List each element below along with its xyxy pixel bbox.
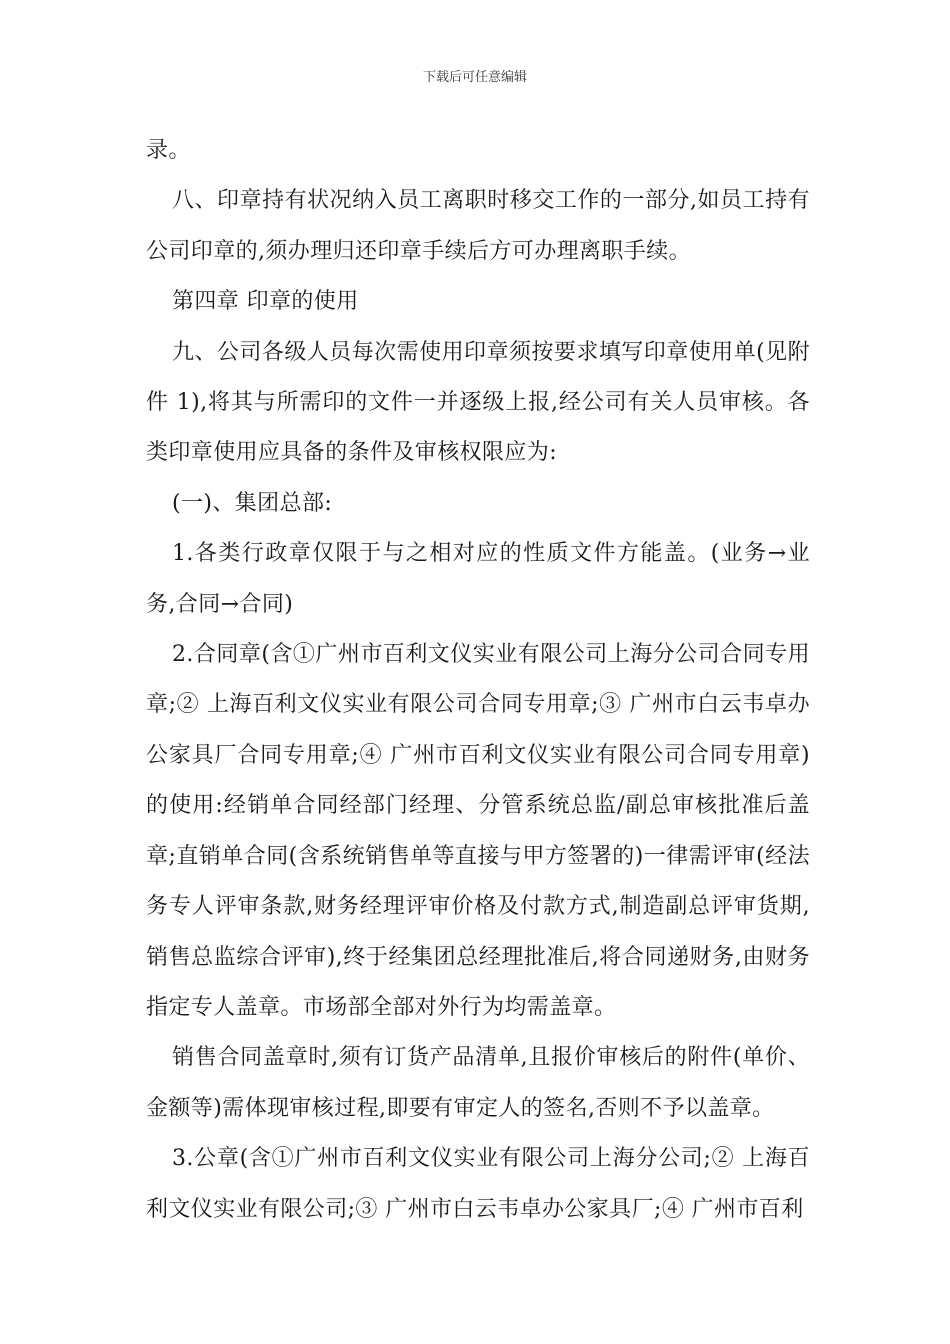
paragraph-article-8: 八、印章持有状况纳入员工离职时移交工作的一部分,如员工持有公司印章的,须办理归还印章手续后方可办理离职手续。 [146, 188, 810, 264]
paragraph-item-2: 2.合同章(含①广州市百利文仪实业有限公司上海分公司合同专用章;② 上海百利文仪实业有限公司合同专用章;③ 广州市白云韦卓办公家具厂合同专用章;④ 广州市百利文仪实业有限公司合同专用章)的使用:经销单合同经部门经理、分管系统总监/副总审核批准后盖章;直销单合同(含系统销售单等直接与甲方签署的)一律需评审(经法务专人评审条款,财务经理评审价格及付款方式,制造副总评审货期,销售总监综合评审),终于经集团总经理批准后,将合同递财务,由财务指定专人盖章。市场部全部对外行为均需盖章。 [146, 642, 810, 1020]
paragraph-article-9: 九、公司各级人员每次需使用印章须按要求填写印章使用单(见附件 1),将其与所需印的文件一并逐级上报,经公司有关人员审核。各类印章使用应具备的条件及审核权限应为: [146, 339, 810, 466]
paragraph-continuation: 录。 [146, 138, 191, 163]
chapter-heading: 第四章 印章的使用 [172, 289, 359, 315]
document-body [146, 126, 810, 1235]
header-note: 下载后可任意编辑 [422, 70, 527, 85]
paragraph-item-3: 3.公章(含①广州市百利文仪实业有限公司上海分公司;② 上海百利文仪实业有限公司;③ 广州市白云韦卓办公家具厂;④ 广州市百利 [146, 1146, 810, 1222]
paragraph-item-1: 1.各类行政章仅限于与之相对应的性质文件方能盖。(业务→业务,合同→合同) [146, 541, 810, 617]
section-heading-headquarters: (一)、集团总部: [172, 490, 333, 516]
paragraph-sales-contract: 销售合同盖章时,须有订货产品清单,且报价审核后的附件(单价、金额等)需体现审核过程,即要有审定人的签名,否则不予以盖章。 [146, 1045, 810, 1121]
